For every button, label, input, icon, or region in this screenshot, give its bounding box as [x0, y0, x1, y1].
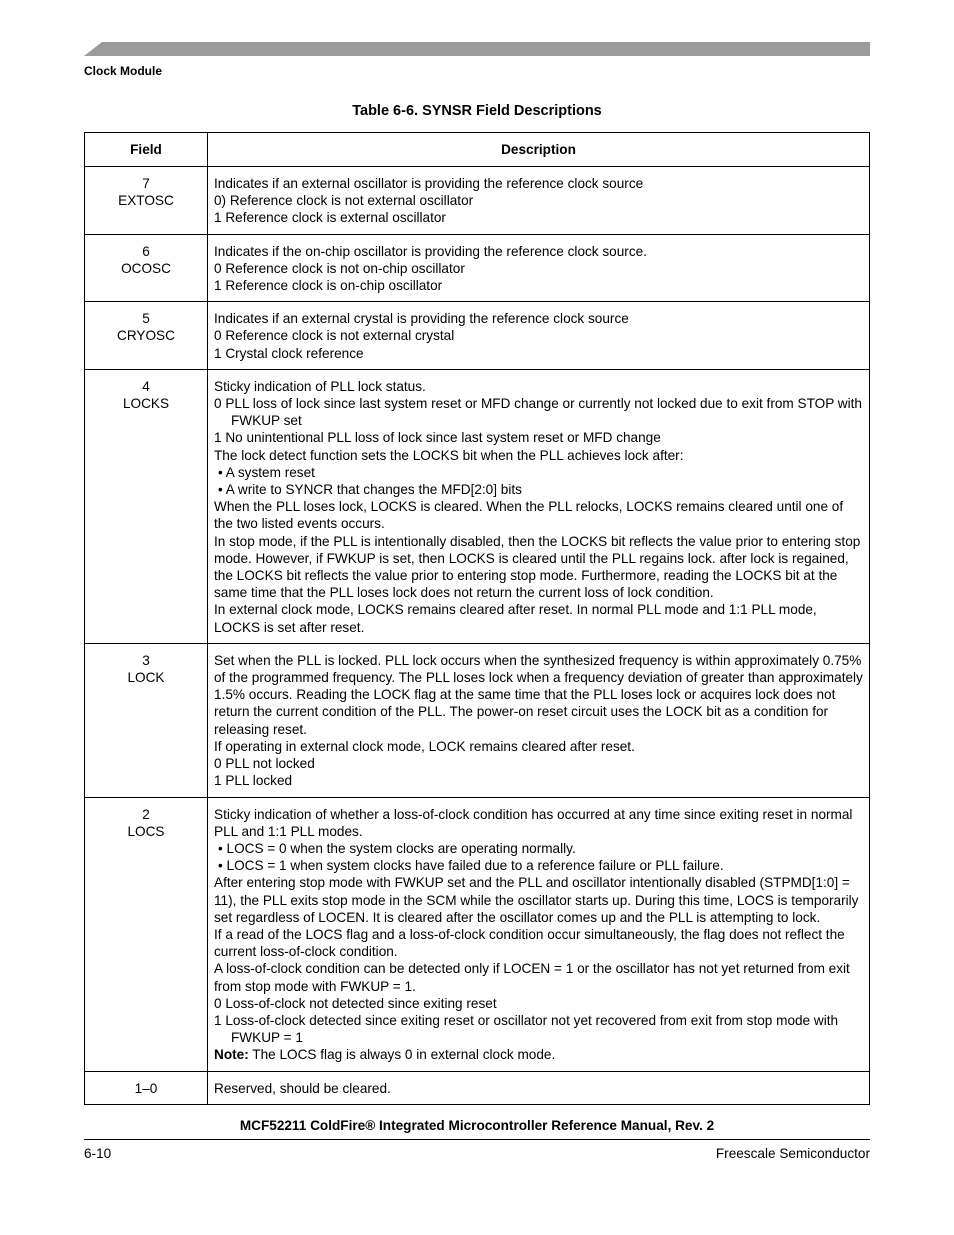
- description-cell: [208, 234, 870, 302]
- description-line: 0 Loss-of-clock not detected since exiting reset: [214, 995, 497, 1011]
- description-cell: [208, 1071, 870, 1104]
- description-line: Indicates if an external oscillator is providing the reference clock source: [214, 176, 644, 191]
- field-name: LOCK: [127, 670, 165, 686]
- description-line: Indicates if an external crystal is providing the reference clock source: [214, 311, 629, 327]
- table-row: [85, 643, 870, 797]
- field-bit: 6: [142, 243, 150, 259]
- table-row: [85, 369, 870, 643]
- field-bit: 4: [142, 378, 150, 394]
- description-line: Sticky indication of PLL lock status.: [214, 378, 426, 394]
- description-line: Sticky indication of whether a loss-of-clock condition has occurred at any time since exiting reset in normal PLL and 1:1 PLL modes.: [214, 806, 853, 839]
- description-line: A loss-of-clock condition can be detected only if LOCEN = 1 or the oscillator has not yet returned from exit from stop mode with FWKUP = 1.: [214, 961, 850, 994]
- header-bar: [84, 42, 870, 56]
- field-name: EXTOSC: [118, 193, 174, 209]
- bullet-item: • A system reset: [218, 464, 315, 480]
- field-descriptions-table: [84, 132, 870, 1105]
- description-line: In stop mode, if the PLL is intentionally disabled, then the LOCKS bit reflects the value prior to entering stop mode. However, if FWKUP is set, then LOCKS is cleared until the PLL regains lock. after lock is regained, the LOCKS bit reflects the value prior to entering stop mode. Furthermore, reading the LOCKS bit at the same time that the PLL loses lock does not return the current loss of lock condition.: [214, 533, 861, 601]
- page-number: 6-10: [84, 1146, 112, 1161]
- table-row: [85, 797, 870, 1071]
- bullet-item: • LOCS = 1 when system clocks have failed due to a reference failure or PLL failure.: [218, 858, 724, 874]
- footer-rule: [84, 1139, 870, 1140]
- note-text: The LOCS flag is always 0 in external clock mode.: [248, 1047, 556, 1063]
- field-name: LOCKS: [122, 396, 170, 412]
- bullet-item: • A write to SYNCR that changes the MFD[2:0] bits: [218, 482, 522, 498]
- description-line: 1 Reference clock is external oscillator: [214, 210, 446, 226]
- description-line: Indicates if the on-chip oscillator is providing the reference clock source.: [214, 243, 647, 259]
- description-line: 1 No unintentional PLL loss of lock since last system reset or MFD change: [214, 430, 661, 446]
- description-line: If operating in external clock mode, LOCK remains cleared after reset.: [214, 738, 635, 754]
- field-cell: [85, 1071, 208, 1104]
- field-bit: 2: [142, 806, 150, 822]
- field-cell: [85, 302, 208, 370]
- section-label: Clock Module: [84, 64, 163, 78]
- field-bit: 3: [142, 652, 150, 668]
- description-line: 1 Crystal clock reference: [214, 345, 364, 361]
- description-line: 1 PLL locked: [214, 773, 293, 789]
- description-line: 0 Reference clock is not external crystal: [214, 328, 455, 344]
- table-title: Table 6-6. SYNSR Field Descriptions: [352, 103, 602, 119]
- description-line: Set when the PLL is locked. PLL lock occurs when the synthesized frequency is within approximately 0.75% of the programmed frequency. The PLL loses lock when a frequency deviation of greater than approximately 1.5% occurs. Reading the LOCK flag at the same time that the PLL loses lock or acquires lock does not return the current condition of the PLL. The power-on reset circuit uses the LOCK bit as a condition for releasing reset.: [214, 652, 863, 737]
- description-line: The lock detect function sets the LOCKS bit when the PLL achieves lock after:: [214, 447, 684, 463]
- description-cell: [208, 643, 870, 797]
- field-cell: [85, 234, 208, 302]
- field-cell: [85, 167, 208, 235]
- description-line: 0 PLL not locked: [214, 756, 315, 772]
- note-line: [214, 1046, 863, 1063]
- table-header-row: [85, 133, 870, 167]
- description-line: 0 PLL loss of lock since last system reset or MFD change or currently not locked due to exit from STOP with FWKUP set: [214, 396, 862, 429]
- table-row: [85, 1071, 870, 1104]
- description-line: 0) Reference clock is not external oscillator: [214, 193, 474, 209]
- bullet-item: • LOCS = 0 when the system clocks are operating normally.: [218, 840, 576, 856]
- table-body: [85, 167, 870, 1105]
- column-header-field: Field: [85, 133, 208, 167]
- field-cell: [85, 643, 208, 797]
- table-row: [85, 167, 870, 235]
- description-line: 1 Loss-of-clock detected since exiting reset or oscillator not yet recovered from exit from stop mode with FWKUP = 1: [214, 1012, 839, 1046]
- description-cell: [208, 369, 870, 643]
- field-name: CRYOSC: [117, 328, 175, 344]
- field-name: LOCS: [127, 823, 165, 839]
- table-row: [85, 234, 870, 302]
- description-line: Reserved, should be cleared.: [214, 1080, 391, 1096]
- manual-title: MCF52211 ColdFire® Integrated Microcontroller Reference Manual, Rev. 2: [239, 1118, 715, 1133]
- field-name: OCOSC: [121, 260, 171, 276]
- column-header-description: Description: [208, 133, 870, 167]
- field-cell: [85, 369, 208, 643]
- publisher-name: Freescale Semiconductor: [715, 1146, 870, 1161]
- field-cell: [85, 797, 208, 1071]
- table-row: [85, 302, 870, 370]
- field-bit: 7: [142, 176, 150, 191]
- field-bit: 5: [142, 311, 150, 327]
- description-line: In external clock mode, LOCKS remains cleared after reset. In normal PLL mode and 1:1 PLL mode, LOCKS is set after reset.: [214, 602, 817, 635]
- field-bit: 1–0: [134, 1080, 158, 1096]
- description-line: If a read of the LOCS flag and a loss-of-clock condition occur simultaneously, the flag does not reflect the current loss-of-clock condition.: [214, 926, 845, 960]
- note-label: Note:: [214, 1047, 249, 1063]
- description-line: When the PLL loses lock, LOCKS is cleared. When the PLL relocks, LOCKS remains cleared until one of the two listed events occurs.: [214, 499, 844, 532]
- description-cell: [208, 302, 870, 370]
- description-line: After entering stop mode with FWKUP set and the PLL and oscillator intentionally disabled (STPMD[1:0] = 11), the PLL exits stop mode in the SCM while the oscillator starts up. During this time, LOCS is temporarily set regardless of LOCEN. It is cleared after the oscillator comes up and the PLL is attempting to lock.: [214, 875, 859, 925]
- description-line: 0 Reference clock is not on-chip oscillator: [214, 260, 465, 276]
- description-cell: [208, 167, 870, 235]
- description-line: 1 Reference clock is on-chip oscillator: [214, 278, 443, 294]
- description-cell: [208, 797, 870, 1071]
